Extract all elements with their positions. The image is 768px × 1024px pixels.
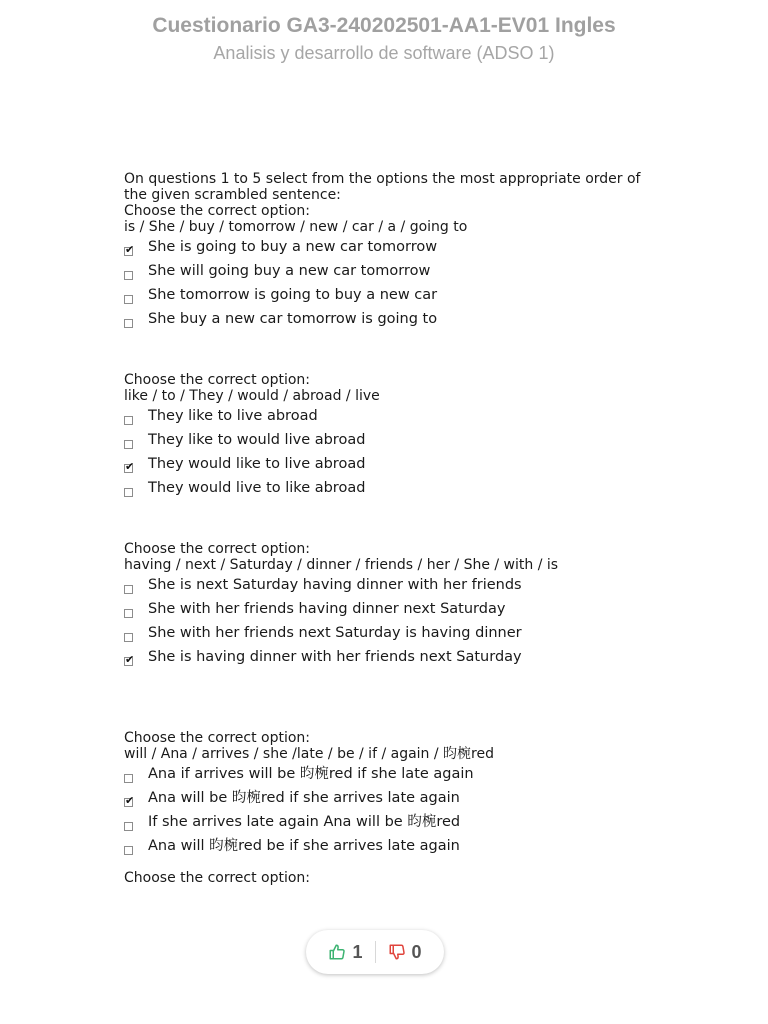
question-4 bbox=[124, 730, 664, 861]
answer-option[interactable] bbox=[124, 624, 664, 648]
question-prompt: Choose the correct option: bbox=[124, 372, 311, 388]
answer-option[interactable] bbox=[124, 310, 664, 334]
option-label: She with her friends next Saturday is having dinner bbox=[148, 625, 522, 641]
answer-option[interactable] bbox=[124, 765, 664, 789]
checkbox[interactable] bbox=[124, 416, 133, 425]
checkbox[interactable] bbox=[124, 653, 135, 666]
scrambled-sentence: having / next / Saturday / dinner / friends / her / She / with / is bbox=[124, 557, 559, 573]
option-label: She is having dinner with her friends next Saturday bbox=[148, 649, 522, 665]
checkmark-icon: ✔ bbox=[125, 794, 135, 807]
checkbox[interactable] bbox=[124, 846, 133, 855]
option-label: She with her friends having dinner next Saturday bbox=[148, 601, 506, 617]
option-label: Ana will 昀椀red be if she arrives late again bbox=[148, 838, 460, 854]
question-5-prompt: Choose the correct option: bbox=[124, 870, 311, 886]
question-1 bbox=[124, 203, 664, 334]
option-label: She buy a new car tomorrow is going to bbox=[148, 311, 438, 327]
question-prompt: Choose the correct option: bbox=[124, 541, 311, 557]
downvote-count: 0 bbox=[411, 941, 422, 962]
upvote-count: 1 bbox=[352, 941, 363, 962]
answer-option[interactable] bbox=[124, 576, 664, 600]
checkbox[interactable] bbox=[124, 633, 133, 642]
quiz-instructions: On questions 1 to 5 select from the options the most appropriate order of the given scrambled sentence: bbox=[124, 171, 641, 203]
upvote-button[interactable] bbox=[328, 942, 362, 963]
answer-option[interactable] bbox=[124, 837, 664, 861]
checkbox[interactable] bbox=[124, 271, 133, 280]
answer-option[interactable] bbox=[124, 813, 664, 837]
option-label: Ana if arrives will be 昀椀red if she late again bbox=[148, 766, 474, 782]
answer-option[interactable] bbox=[124, 407, 664, 431]
checkmark-icon: ✔ bbox=[125, 460, 135, 473]
checkbox[interactable] bbox=[124, 488, 133, 497]
option-label: They like to live abroad bbox=[148, 408, 318, 424]
option-label: If she arrives late again Ana will be 昀椀red bbox=[148, 814, 461, 830]
answer-option[interactable] bbox=[124, 262, 664, 286]
checkbox[interactable] bbox=[124, 794, 135, 807]
option-label: She is going to buy a new car tomorrow bbox=[148, 239, 438, 255]
option-label: She tomorrow is going to buy a new car bbox=[148, 287, 438, 303]
question-prompt: Choose the correct option: bbox=[124, 730, 311, 746]
option-label: They would live to like abroad bbox=[148, 480, 366, 496]
option-label: They like to would live abroad bbox=[148, 432, 366, 448]
answer-option[interactable] bbox=[124, 789, 664, 813]
answer-option[interactable] bbox=[124, 455, 664, 479]
document-header bbox=[0, 12, 768, 66]
scrambled-sentence: will / Ana / arrives / she /late / be / if / again / 昀椀red bbox=[124, 746, 494, 762]
thumbs-up-icon bbox=[328, 943, 346, 961]
question-prompt: Choose the correct option: bbox=[124, 203, 311, 219]
question-3 bbox=[124, 541, 664, 672]
downvote-button[interactable] bbox=[388, 942, 422, 963]
answer-option[interactable] bbox=[124, 238, 664, 262]
scrambled-sentence: like / to / They / would / abroad / live bbox=[124, 388, 380, 404]
option-label: They would like to live abroad bbox=[148, 456, 366, 472]
answer-option[interactable] bbox=[124, 286, 664, 310]
checkbox[interactable] bbox=[124, 774, 133, 783]
scrambled-sentence: is / She / buy / tomorrow / new / car / a / going to bbox=[124, 219, 468, 235]
answer-option[interactable] bbox=[124, 479, 664, 503]
answer-option[interactable] bbox=[124, 648, 664, 672]
option-label: She is next Saturday having dinner with her friends bbox=[148, 577, 522, 593]
checkbox[interactable] bbox=[124, 243, 135, 256]
checkmark-icon: ✔ bbox=[125, 653, 135, 666]
answer-option[interactable] bbox=[124, 431, 664, 455]
document-subtitle: Analisis y desarrollo de software (ADSO 1) bbox=[213, 43, 555, 63]
checkbox[interactable] bbox=[124, 822, 133, 831]
option-label: Ana will be 昀椀red if she arrives late again bbox=[148, 790, 460, 806]
option-list bbox=[124, 238, 664, 334]
checkbox[interactable] bbox=[124, 460, 135, 473]
quiz-content bbox=[124, 171, 664, 886]
option-list bbox=[124, 407, 664, 503]
checkbox[interactable] bbox=[124, 585, 133, 594]
option-label: She will going buy a new car tomorrow bbox=[148, 263, 431, 279]
document-title: Cuestionario GA3-240202501-AA1-EV01 Ingles bbox=[152, 14, 616, 37]
thumbs-down-icon bbox=[388, 943, 406, 961]
question-2 bbox=[124, 372, 664, 503]
checkmark-icon: ✔ bbox=[125, 243, 135, 256]
option-list bbox=[124, 576, 664, 672]
option-list bbox=[124, 765, 664, 861]
checkbox[interactable] bbox=[124, 440, 133, 449]
vote-widget bbox=[306, 930, 444, 974]
answer-option[interactable] bbox=[124, 600, 664, 624]
checkbox[interactable] bbox=[124, 319, 133, 328]
checkbox[interactable] bbox=[124, 609, 133, 618]
checkbox[interactable] bbox=[124, 295, 133, 304]
vote-divider bbox=[375, 941, 376, 963]
